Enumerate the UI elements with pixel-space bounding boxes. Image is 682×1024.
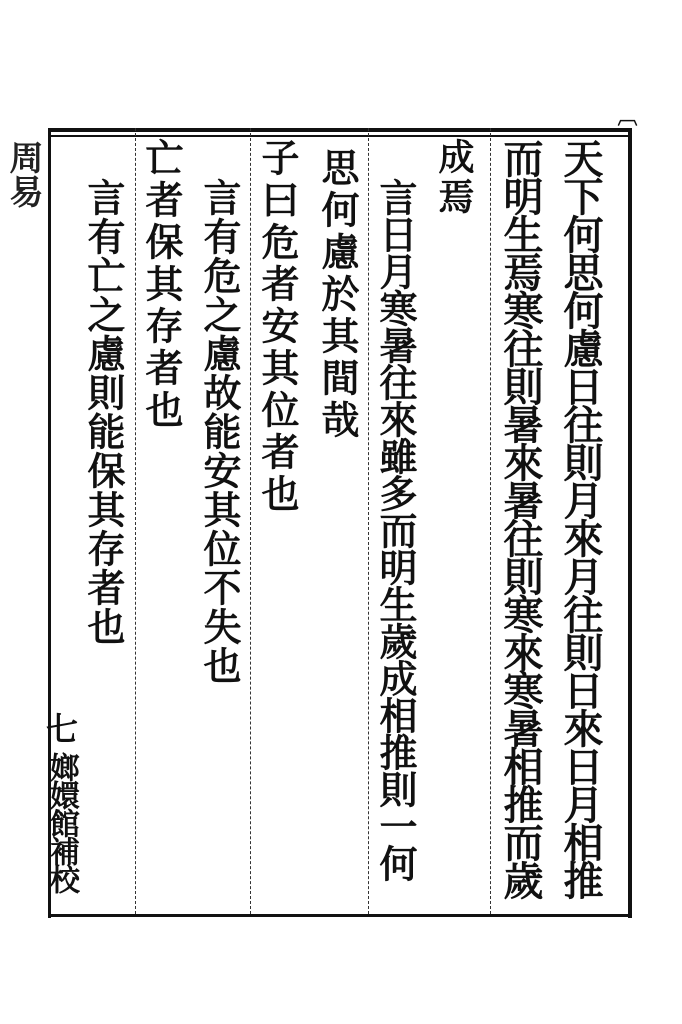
text-column-8: 亡者保其存者也 [139, 138, 184, 432]
bottom-border-line [48, 914, 632, 917]
text-column-9: 言有亡之慮則能保其存者也 [81, 178, 126, 646]
column-divider [135, 128, 136, 914]
colophon-text: 嫏嬛館補校 [44, 752, 79, 892]
text-column-3: 成焉 [433, 138, 475, 218]
text-column-7: 言有危之慮故能安其位不失也 [197, 178, 242, 685]
page-number: 七 [41, 712, 79, 744]
text-column-1: 天下何思何慮日往則月來月往則日來日月相推 [557, 138, 604, 898]
column-divider [250, 128, 251, 914]
right-border-line [628, 128, 632, 918]
text-column-6: 子曰危者安其位者也 [255, 138, 300, 516]
text-column-5: 思何慮於其間哉 [315, 148, 360, 442]
text-column-2: 而明生焉寒往則暑來暑往則寒來寒暑相推而歲 [497, 138, 544, 898]
spine-fragment: 周易 [3, 140, 43, 208]
column-divider [490, 128, 491, 914]
margin-mark: 〔 [614, 106, 638, 126]
column-divider [368, 128, 369, 914]
text-column-4: 言日月寒暑往來雖多而明生歲成相推則一何 [373, 178, 418, 881]
